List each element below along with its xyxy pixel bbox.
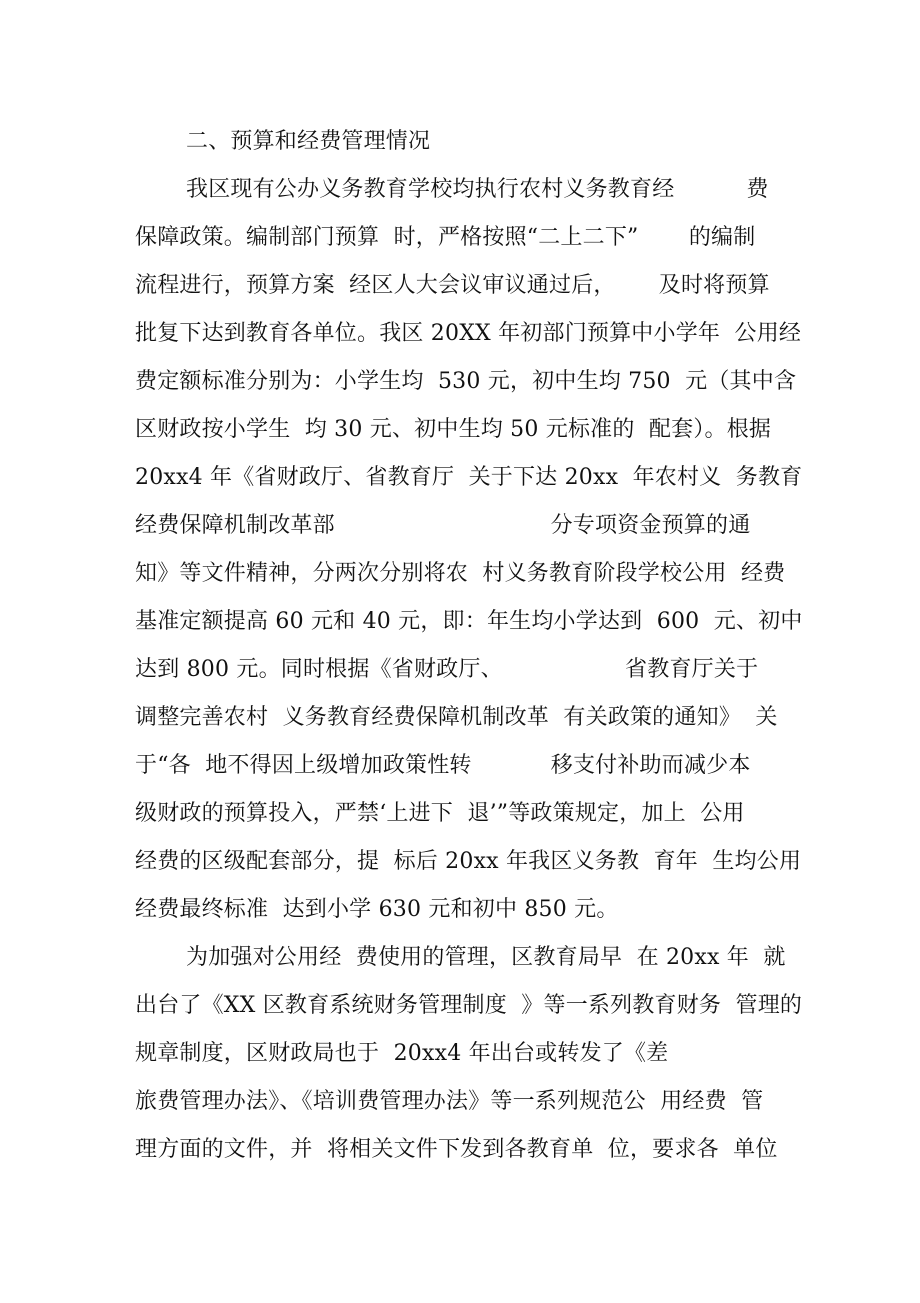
paragraph-line: 理方面的文件，并 将相关文件下发到各教育单 位，要求各 单位 [135,1137,778,1162]
paragraph-line: 于“各 地不得因上级增加政策性转 移支付补助而减少本 [135,753,751,778]
paragraph-line: 为加强对公用经 费使用的管理，区教育局早 在 20xx 年 就 [186,945,786,970]
paragraph-line: 达到 800 元。同时根据《省财政厅、 省教育厅关于 [135,657,759,682]
paragraph-line: 出台了《XX 区教育系统财务管理制度 》等一系列教育财务 管理的 [135,993,803,1018]
section-heading: 二、预算和经费管理情况 [186,129,431,154]
paragraph-line: 经费保障机制改革部 分专项资金预算的通 [135,513,751,538]
paragraph-line: 流程进行，预算方案 经区人大会议审议通过后， 及时将预算 [135,273,770,298]
paragraph-line: 20xx4 年《省财政厅、省教育厅 关于下达 20xx 年农村义 务教育 [135,465,803,490]
paragraph-line: 旅费管理办法》、《培训费管理办法》等一系列规范公 用经费 管 [135,1089,764,1114]
paragraph-line: 基准定额提高 60 元和 40 元，即：年生均小学达到 600 元、初中 [135,609,803,634]
paragraph-line: 我区现有公办义务教育学校均执行农村义务教育经 费 [186,177,769,202]
paragraph-line: 批复下达到教育各单位。我区 20XX 年初部门预算中小学年 公用经 [135,321,802,346]
paragraph-line: 区财政按小学生 均 30 元、初中生均 50 元标准的 配套）。根据 [135,417,772,442]
paragraph-line: 级财政的预算投入，严禁‘上进下 退’”等政策规定，加上 公用 [135,801,745,826]
paragraph-line: 经费的区级配套部分，提 标后 20xx 年我区义务教 育年 生均公用 [135,849,802,874]
paragraph-line: 费定额标准分别为：小学生均 530 元，初中生均 750 元（其中含 [135,369,797,394]
paragraph-line: 规章制度，区财政局也于 20xx4 年出台或转发了《差 [135,1041,669,1066]
paragraph-line: 知》等文件精神，分两次分别将农 村义务教育阶段学校公用 经费 [135,561,786,586]
paragraph-line: 经费最终标准 达到小学 630 元和初中 850 元。 [135,897,619,922]
paragraph-line: 调整完善农村 义务教育经费保障机制改革 有关政策的通知》 关 [135,705,778,730]
paragraph-line: 保障政策。编制部门预算 时，严格按照“二上二下” 的编制 [135,225,756,250]
